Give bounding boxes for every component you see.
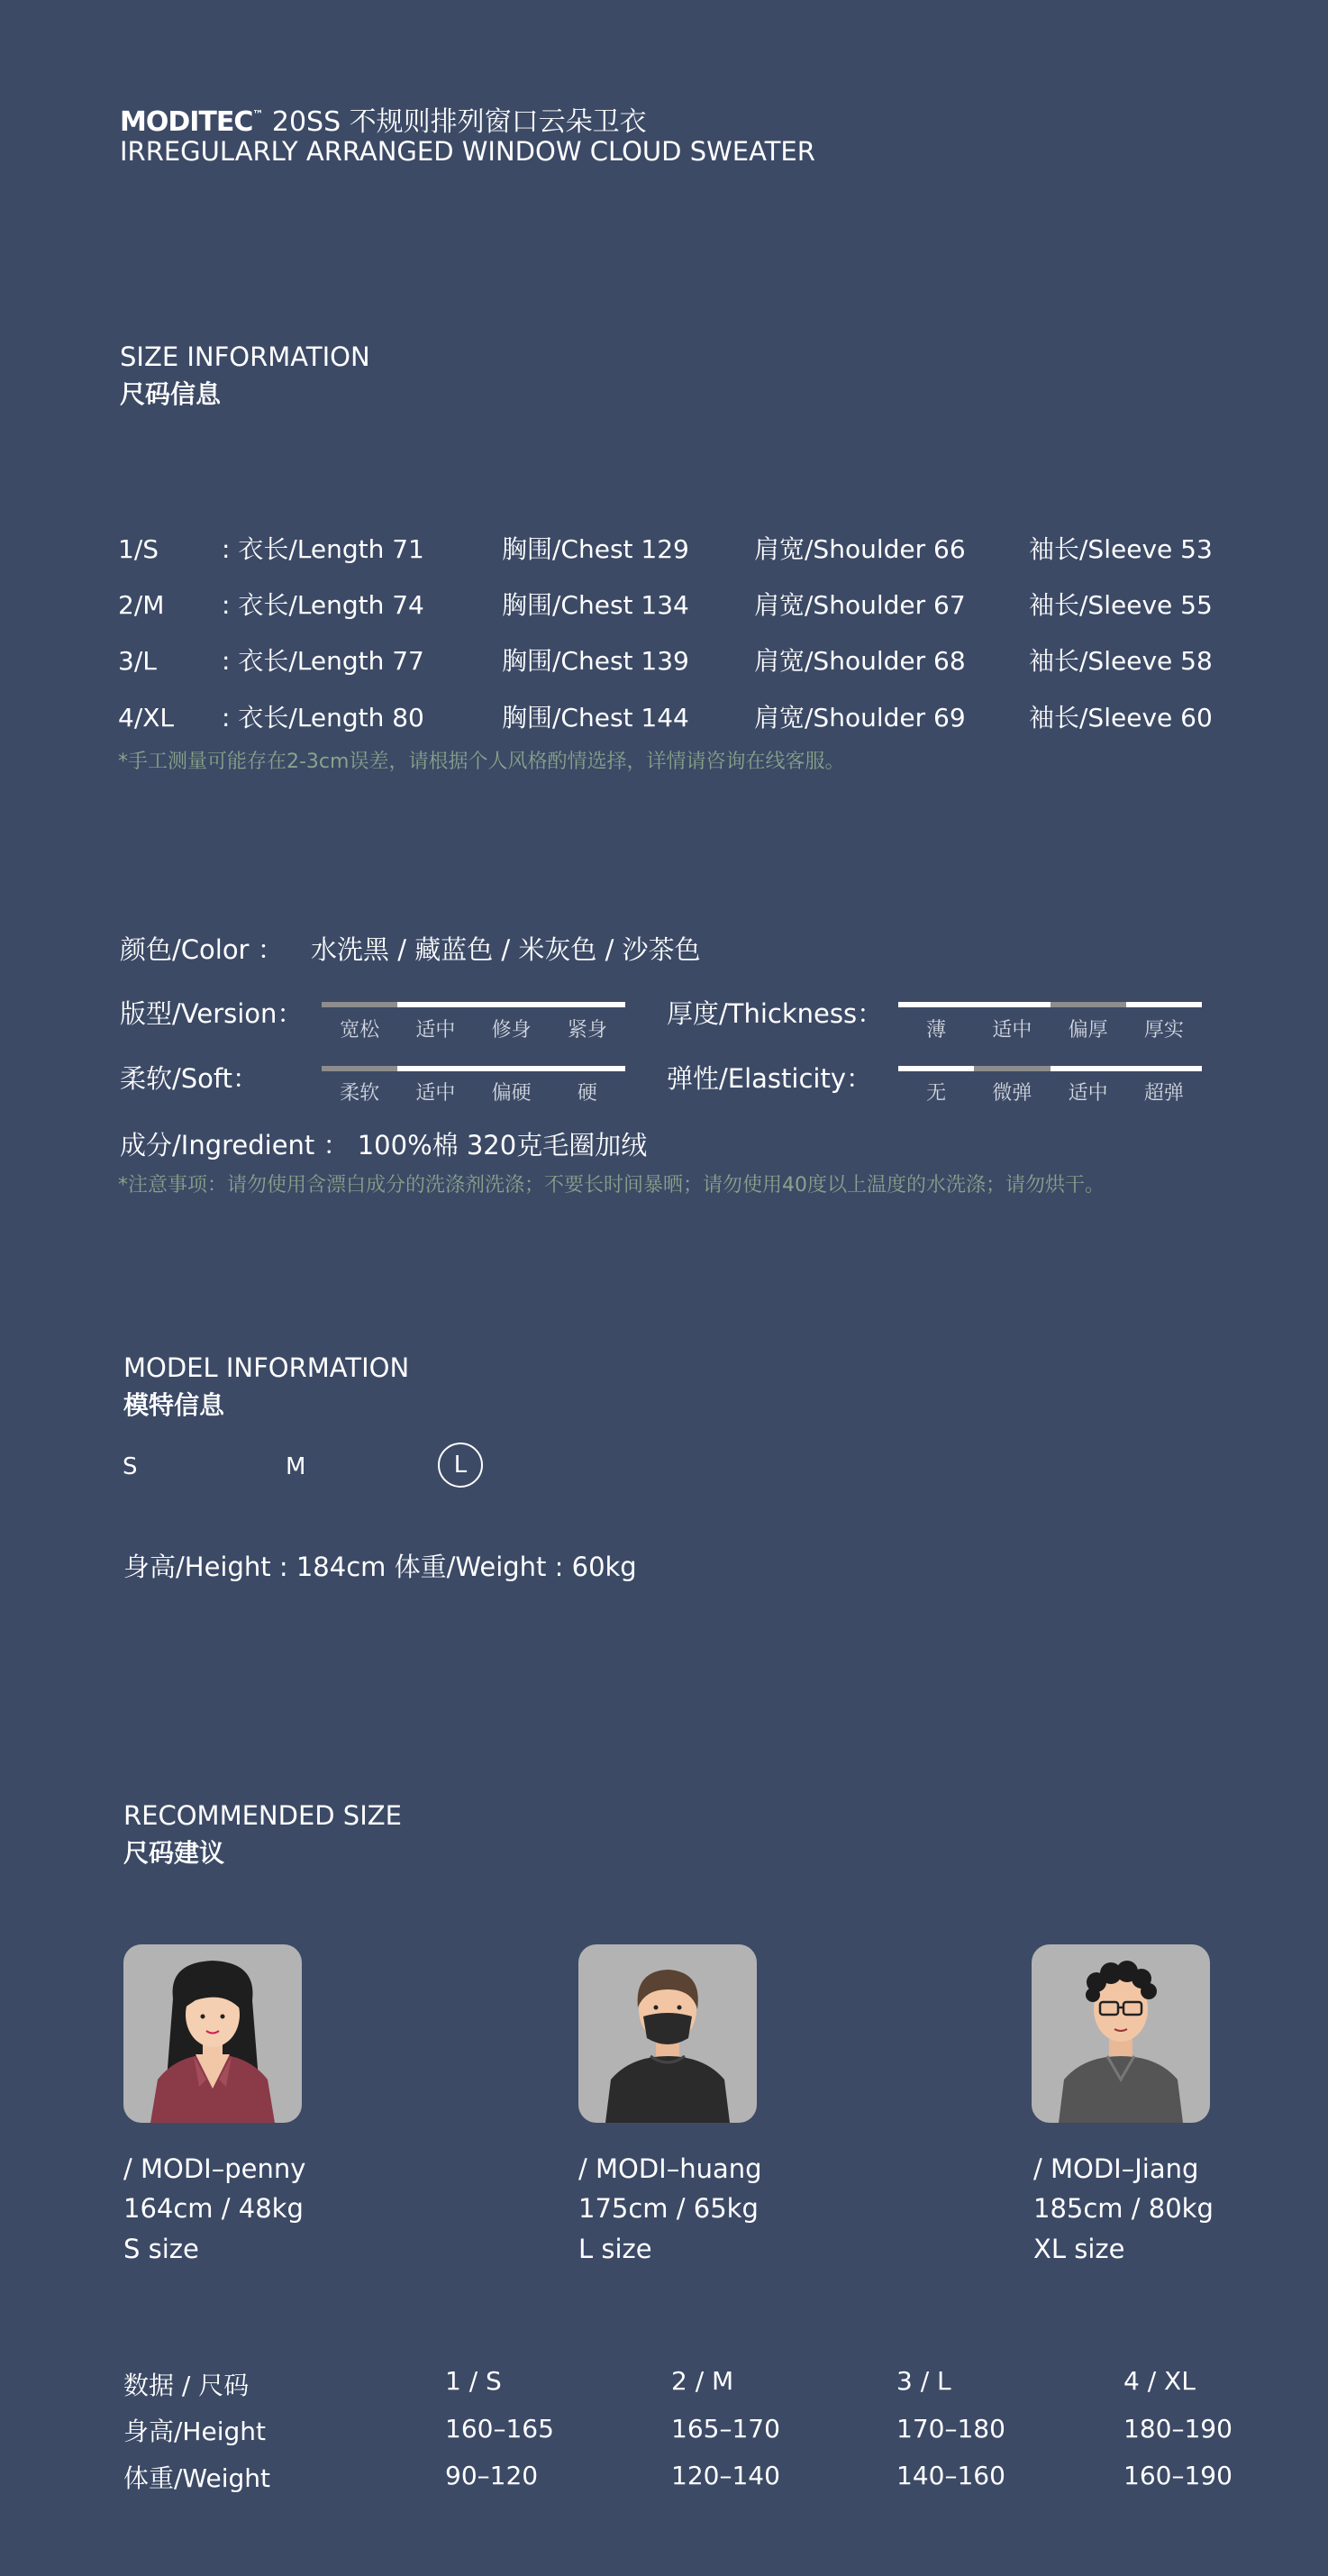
brand-logo: MODITEC™ [120, 106, 263, 138]
elasticity-label: 弹性/Elasticity： [667, 1063, 872, 1094]
table-header-cell: 数据 / 尺码 [123, 2371, 250, 2400]
size-cell: 4/XL [118, 703, 175, 733]
shoulder-cell: 肩宽/Shoulder 66 [754, 534, 966, 564]
table-header-cell: 2 / M [671, 2366, 734, 2396]
model-info-title-cn: 模特信息 [123, 1390, 225, 1420]
man-mask-icon [578, 1944, 757, 2123]
care-note: *注意事项：请勿使用含漂白成分的洗涤剂洗涤；不要长时间暴晒；请勿使用40度以上温度的水洗涤；请勿烘干。 [118, 1174, 1105, 1197]
scale-segment [474, 1002, 550, 1007]
title-en: IRREGULARLY ARRANGED WINDOW CLOUD SWEATER [120, 136, 815, 167]
version-scale-bar [322, 1002, 625, 1007]
table-cell: 170–180 [896, 2414, 1005, 2444]
table-cell: 体重/Weight [123, 2463, 270, 2493]
shoulder-cell: 肩宽/Shoulder 69 [754, 703, 966, 733]
scale-segment [1126, 1002, 1202, 1007]
scale-option: 修身 [491, 1019, 532, 1042]
avatar-jiang [1032, 1944, 1210, 2123]
model-size-m: M [286, 1453, 306, 1480]
length-cell: : 衣长/Length 77 [222, 646, 424, 676]
soft-scale-labels [322, 1078, 625, 1106]
scale-segment [397, 1066, 473, 1071]
scale-option: 硬 [577, 1082, 597, 1105]
model-name: / MODI–huang [578, 2153, 762, 2184]
scale-option: 厚实 [1143, 1019, 1184, 1042]
scale-option: 无 [926, 1082, 947, 1105]
scale-segment [1051, 1002, 1126, 1007]
measurement-note: *手工测量可能存在2-3cm误差，请根据个人风格酌情选择，详情请咨询在线客服。 [118, 751, 845, 773]
table-cell: 165–170 [671, 2414, 780, 2444]
avatar-huang [578, 1944, 757, 2123]
ingredient: 成分/Ingredient ： 100%棉 320克毛圈加绒 [120, 1130, 648, 1161]
scale-segment [898, 1002, 974, 1007]
man-curly-hair-glasses-icon [1032, 1944, 1210, 2123]
scale-option: 偏厚 [1068, 1019, 1108, 1042]
model-stats: 185cm / 80kg [1033, 2193, 1214, 2224]
sleeve-cell: 袖长/Sleeve 60 [1029, 703, 1213, 733]
scale-option: 柔软 [340, 1082, 380, 1105]
length-cell: : 衣长/Length 80 [222, 703, 424, 733]
product-title [120, 96, 647, 141]
model-size: L size [578, 2234, 652, 2264]
elasticity-scale-labels [898, 1078, 1202, 1106]
model-name: / MODI–penny [123, 2153, 306, 2184]
recommended-title-en: RECOMMENDED SIZE [123, 1800, 402, 1831]
version-label: 版型/Version： [120, 998, 304, 1029]
thickness-label: 厚度/Thickness： [667, 998, 884, 1029]
thickness-scale-labels [898, 1015, 1202, 1042]
model-size: XL size [1033, 2234, 1125, 2264]
model-size-l-selected: L [438, 1443, 483, 1488]
elasticity-scale-bar [898, 1066, 1202, 1071]
model-stats: 164cm / 48kg [123, 2193, 304, 2224]
table-cell: 140–160 [896, 2461, 1005, 2490]
shoulder-cell: 肩宽/Shoulder 67 [754, 590, 966, 620]
scale-option: 适中 [1068, 1082, 1108, 1105]
table-cell: 160–190 [1123, 2461, 1232, 2490]
scale-segment [397, 1002, 473, 1007]
scale-segment [322, 1002, 397, 1007]
scale-option: 薄 [926, 1019, 947, 1042]
soft-label: 柔软/Soft： [120, 1063, 259, 1094]
scale-option: 适中 [415, 1082, 456, 1105]
chest-cell: 胸围/Chest 134 [502, 590, 689, 620]
model-info-title-en: MODEL INFORMATION [123, 1352, 410, 1383]
table-header-cell: 1 / S [445, 2366, 502, 2396]
table-cell: 身高/Height [123, 2417, 266, 2446]
size-cell: 2/M [118, 590, 165, 620]
avatar-penny [123, 1944, 302, 2123]
size-cell: 1/S [118, 534, 159, 564]
title-cn: 20SS 不规则排列窗口云朵卫衣 [271, 106, 647, 138]
scale-option: 适中 [992, 1019, 1032, 1042]
table-header-cell: 4 / XL [1123, 2366, 1196, 2396]
model-size-s: S [123, 1453, 138, 1480]
scale-segment [898, 1066, 974, 1071]
scale-option: 超弹 [1143, 1082, 1184, 1105]
sleeve-cell: 袖长/Sleeve 53 [1029, 534, 1213, 564]
size-cell: 3/L [118, 646, 157, 676]
color-label: 颜色/Color ： [120, 934, 284, 965]
scale-option: 紧身 [567, 1019, 607, 1042]
model-name: / MODI–Jiang [1033, 2153, 1199, 2184]
scale-option: 适中 [415, 1019, 456, 1042]
scale-option: 偏硬 [491, 1082, 532, 1105]
soft-scale-bar [322, 1066, 625, 1071]
size-info-title-en: SIZE INFORMATION [120, 341, 370, 372]
scale-option: 微弹 [992, 1082, 1032, 1105]
scale-segment [550, 1002, 625, 1007]
chest-cell: 胸围/Chest 144 [502, 703, 689, 733]
table-cell: 180–190 [1123, 2414, 1232, 2444]
scale-segment [322, 1066, 397, 1071]
version-scale-labels [322, 1015, 625, 1042]
scale-segment [974, 1002, 1050, 1007]
shoulder-cell: 肩宽/Shoulder 68 [754, 646, 966, 676]
scale-segment [474, 1066, 550, 1071]
scale-segment [1051, 1066, 1126, 1071]
length-cell: : 衣长/Length 71 [222, 534, 424, 564]
scale-option: 宽松 [340, 1019, 380, 1042]
sleeve-cell: 袖长/Sleeve 58 [1029, 646, 1213, 676]
table-cell: 90–120 [445, 2461, 539, 2490]
sleeve-cell: 袖长/Sleeve 55 [1029, 590, 1213, 620]
size-info-title-cn: 尺码信息 [120, 379, 222, 409]
woman-long-hair-icon [123, 1944, 302, 2123]
scale-segment [1126, 1066, 1202, 1071]
chest-cell: 胸围/Chest 139 [502, 646, 689, 676]
scale-segment [550, 1066, 625, 1071]
color-value: 水洗黑 / 藏蓝色 / 米灰色 / 沙茶色 [311, 934, 701, 965]
table-cell: 160–165 [445, 2414, 554, 2444]
model-measurements: 身高/Height : 184cm 体重/Weight : 60kg [123, 1552, 637, 1582]
length-cell: : 衣长/Length 74 [222, 590, 424, 620]
recommended-title-cn: 尺码建议 [123, 1838, 225, 1868]
scale-segment [974, 1066, 1050, 1071]
model-size: S size [123, 2234, 199, 2264]
table-cell: 120–140 [671, 2461, 780, 2490]
chest-cell: 胸围/Chest 129 [502, 534, 689, 564]
thickness-scale-bar [898, 1002, 1202, 1007]
table-header-cell: 3 / L [896, 2366, 951, 2396]
model-stats: 175cm / 65kg [578, 2193, 759, 2224]
